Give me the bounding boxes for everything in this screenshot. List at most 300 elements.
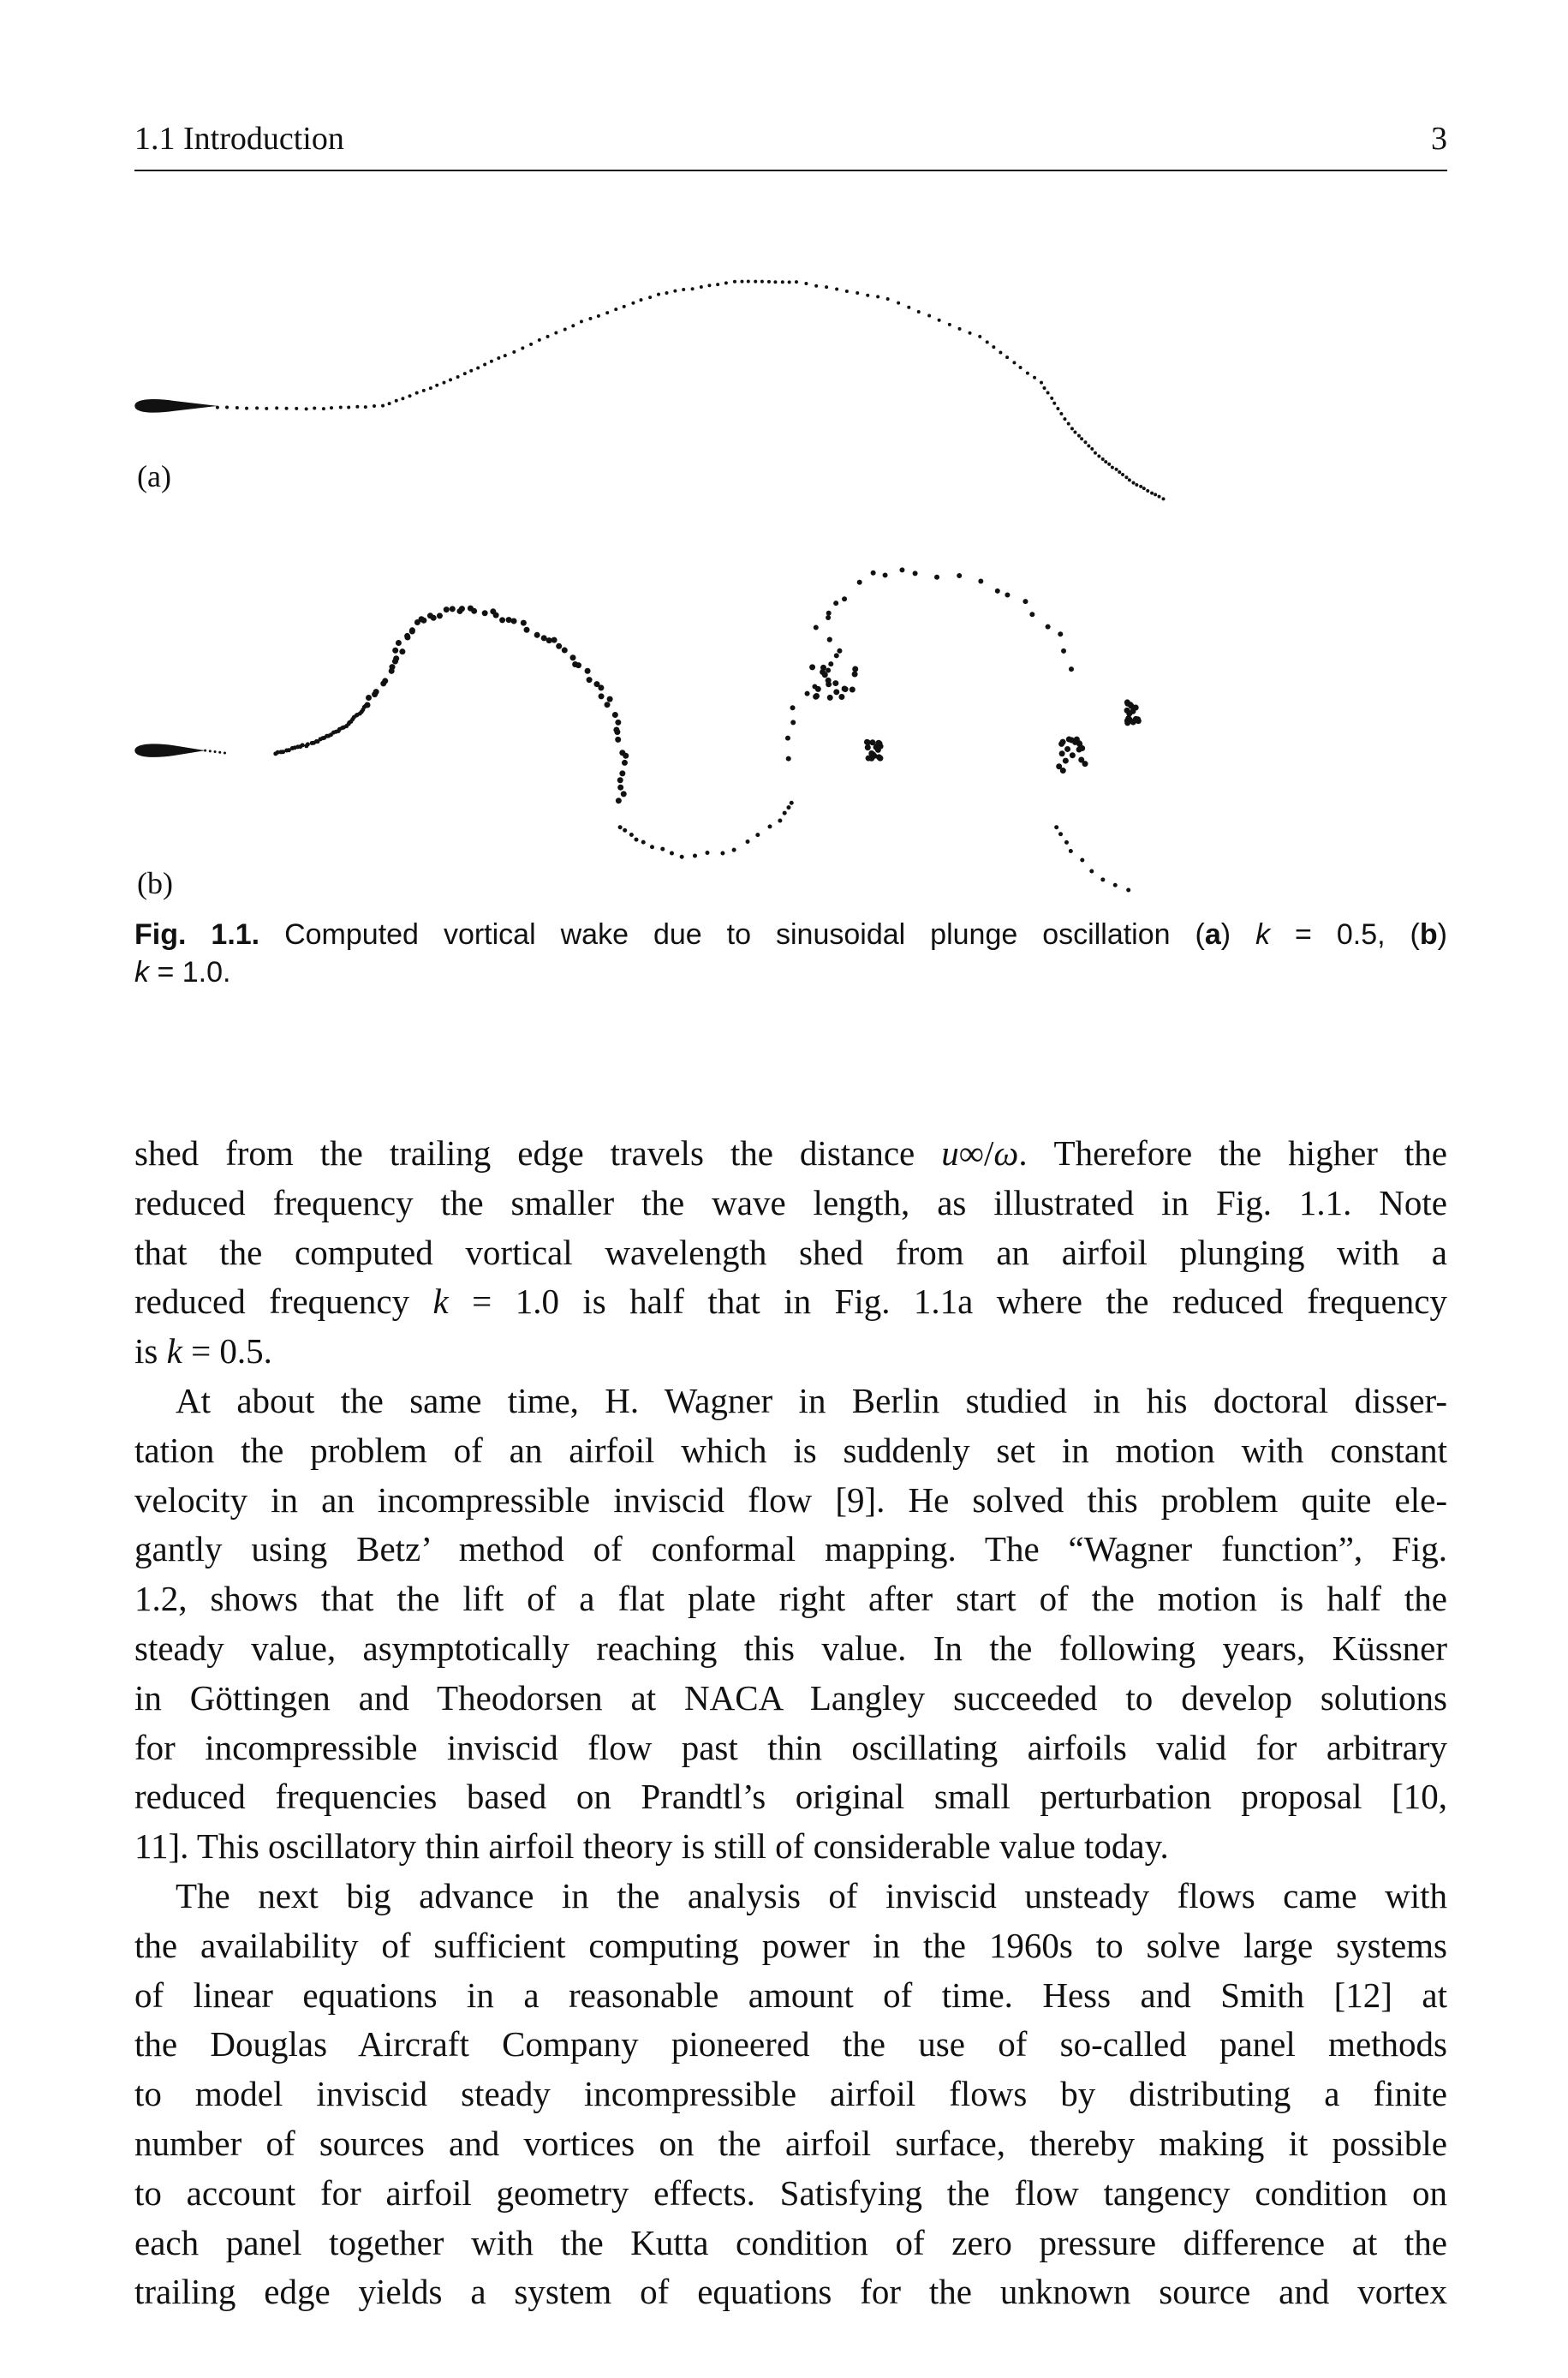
header-rule bbox=[134, 170, 1447, 171]
vortex-cluster bbox=[827, 695, 833, 701]
figure-caption-line-1 bbox=[134, 918, 1447, 952]
wake-vortex-b bbox=[883, 572, 888, 577]
panel-a-label: (a) bbox=[137, 459, 171, 493]
wake-vortex-b bbox=[833, 600, 838, 606]
figure-vortical-wake bbox=[0, 214, 1568, 917]
wake-vortex-b bbox=[957, 573, 962, 578]
wake-vortex-a bbox=[740, 280, 743, 284]
body-line bbox=[134, 1624, 1447, 1674]
wake-vortex-a bbox=[907, 306, 910, 309]
body-line bbox=[134, 1377, 1447, 1426]
wake-vortex-a bbox=[1087, 445, 1090, 448]
wake-vortex-b bbox=[785, 736, 790, 741]
wake-vortex-b bbox=[826, 615, 831, 620]
wake-vortex-a bbox=[1059, 412, 1063, 415]
body-line bbox=[134, 1674, 1447, 1724]
wake-vortex-a bbox=[1128, 478, 1131, 481]
wake-vortex-a bbox=[1050, 397, 1053, 400]
text-run: = 1.0. bbox=[149, 956, 231, 989]
body-line bbox=[134, 2267, 1447, 2317]
wake-vortex-b bbox=[995, 589, 1000, 594]
wake-vortex-a bbox=[554, 331, 557, 334]
wake-vortex-a bbox=[255, 406, 259, 409]
wake-vortex-b bbox=[1022, 599, 1028, 604]
text-run: The next big advance in the analysis of inviscid unsteady flows came with bbox=[176, 1875, 1447, 1915]
wake-vortex-a bbox=[1158, 495, 1161, 499]
text-run: number of sources and vortices on the airfoil surface, thereby making it possible bbox=[134, 2123, 1447, 2163]
wake-vortex-a bbox=[563, 327, 567, 331]
text-run: steady value, asymptotically reaching this value. In the following years, Küssner bbox=[134, 1628, 1447, 1668]
panel-b-label: (b) bbox=[137, 866, 173, 900]
wake-vortex-b bbox=[459, 606, 465, 612]
wake-vortex-a bbox=[429, 386, 432, 390]
wake-vortex-a bbox=[347, 405, 350, 409]
wake-vortex-a bbox=[395, 399, 398, 403]
wake-vortex-b bbox=[619, 770, 625, 776]
text-run: for incompressible inviscid flow past thin oscillating airfoils valid for arbitrary bbox=[134, 1727, 1447, 1767]
wake-vortex-a bbox=[435, 384, 438, 387]
vortex-cluster bbox=[838, 694, 844, 700]
wake-vortex-a bbox=[631, 302, 635, 305]
wake-vortex-b bbox=[1069, 666, 1074, 672]
text-run: gantly using Betz’ method of conformal mapping. The “Wagner function”, Fig. bbox=[134, 1529, 1447, 1569]
wake-vortex-a bbox=[1077, 434, 1081, 438]
text-run: velocity in an incompressible inviscid flow [9]. He solved this problem quite ele- bbox=[134, 1479, 1447, 1520]
wake-vortex-a bbox=[781, 280, 784, 284]
wake-vortex-b bbox=[471, 608, 477, 614]
wake-vortex-a bbox=[580, 320, 583, 323]
text-run: reduced frequencies based on Prandtl’s original small perturbation proposal [10, bbox=[134, 1777, 1447, 1817]
vortex-cluster bbox=[852, 672, 858, 678]
body-line bbox=[134, 1327, 1447, 1377]
wake-vortex-a bbox=[449, 378, 452, 381]
vortex-cluster bbox=[875, 740, 881, 746]
wake-vortex-a bbox=[442, 381, 445, 385]
wake-vortex-a bbox=[521, 346, 524, 350]
body-line bbox=[134, 2119, 1447, 2169]
text-run: = 0.5. bbox=[182, 1331, 272, 1371]
wake-vortex-a bbox=[700, 285, 703, 289]
wake-vortex-a bbox=[1046, 391, 1050, 394]
wake-vortex-a bbox=[1115, 468, 1118, 471]
wake-vortex-b bbox=[783, 811, 787, 816]
wake-vortex-b bbox=[599, 693, 605, 699]
wake-vortex-b bbox=[224, 751, 226, 754]
wake-vortex-a bbox=[1135, 483, 1138, 487]
wake-vortex-a bbox=[1063, 417, 1066, 421]
wake-vortex-b bbox=[306, 742, 310, 746]
body-line bbox=[134, 2020, 1447, 2070]
body-line bbox=[134, 1228, 1447, 1278]
vortex-cluster bbox=[1072, 739, 1078, 745]
text-run: ) bbox=[1437, 918, 1447, 951]
wake-vortex-b bbox=[660, 847, 665, 851]
wake-vortex-a bbox=[546, 335, 550, 338]
text-run: ∞ bbox=[958, 1133, 984, 1173]
wake-vortex-a bbox=[1005, 356, 1009, 359]
vortex-cluster bbox=[1134, 716, 1140, 722]
wake-vortex-a bbox=[415, 391, 419, 395]
wake-vortex-b bbox=[1126, 887, 1130, 892]
text-run: the Douglas Aircraft Company pioneered the use of so-called panel methods bbox=[134, 2024, 1447, 2064]
wake-vortex-b bbox=[365, 702, 371, 708]
wake-vortex-b bbox=[1100, 877, 1105, 881]
body-line bbox=[134, 1724, 1447, 1773]
wake-vortex-a bbox=[1146, 489, 1149, 493]
figure-caption-label: Fig. 1.1. bbox=[134, 918, 260, 951]
wake-vortex-a bbox=[216, 406, 219, 409]
body-line bbox=[134, 1822, 1447, 1872]
wake-vortex-a bbox=[1052, 402, 1056, 405]
wake-vortex-b bbox=[826, 667, 831, 672]
wake-vortex-b bbox=[615, 737, 621, 743]
wake-vortex-a bbox=[1154, 493, 1157, 496]
wake-vortex-b bbox=[1080, 857, 1084, 862]
wake-vortex-b bbox=[218, 751, 221, 754]
wake-vortex-a bbox=[408, 394, 412, 397]
wake-vortex-a bbox=[512, 350, 516, 354]
wake-vortex-b bbox=[570, 654, 576, 660]
text-run: At about the same time, H. Wagner in Berlin studied in his doctoral disser- bbox=[176, 1380, 1447, 1420]
text-run: 11]. This oscillatory thin airfoil theory is still of considerable value today. bbox=[134, 1826, 1169, 1867]
wake-vortex-a bbox=[1012, 361, 1016, 364]
wake-vortex-a bbox=[225, 406, 229, 409]
vortex-cluster bbox=[1125, 715, 1131, 721]
wake-vortex-b bbox=[871, 571, 876, 576]
body-line bbox=[134, 1129, 1447, 1179]
wake-vortex-b bbox=[396, 640, 402, 646]
wake-vortex-b bbox=[827, 637, 832, 642]
vortex-cluster bbox=[1124, 708, 1130, 714]
wake-vortex-b bbox=[720, 851, 724, 855]
wake-vortex-a bbox=[497, 356, 500, 360]
wake-vortex-b bbox=[617, 777, 623, 783]
wake-vortex-a bbox=[760, 280, 764, 284]
wake-vortex-b bbox=[622, 760, 628, 766]
wake-vortex-a bbox=[754, 280, 757, 284]
wake-vortex-a bbox=[986, 340, 989, 344]
wake-vortex-b bbox=[214, 750, 217, 753]
wake-vortex-b bbox=[551, 637, 557, 643]
wake-vortex-b bbox=[541, 635, 547, 641]
wake-vortex-a bbox=[691, 287, 695, 290]
airfoil-a bbox=[134, 399, 218, 413]
body-line bbox=[134, 1921, 1447, 1971]
wake-vortex-b bbox=[778, 819, 782, 823]
wake-vortex-b bbox=[767, 824, 772, 828]
vortex-cluster bbox=[864, 739, 870, 745]
wake-vortex-a bbox=[917, 310, 921, 314]
body-line bbox=[134, 1426, 1447, 1476]
wake-vortex-b bbox=[373, 689, 379, 695]
wake-vortex-b bbox=[575, 662, 581, 668]
wake-vortex-b bbox=[746, 839, 750, 844]
wake-vortex-b bbox=[650, 845, 654, 849]
wake-vortex-b bbox=[828, 661, 833, 666]
wake-vortex-b bbox=[437, 612, 443, 618]
wake-vortex-a bbox=[866, 294, 869, 297]
vortex-cluster bbox=[1082, 761, 1088, 767]
wake-vortex-a bbox=[483, 362, 486, 366]
wake-vortex-b bbox=[1064, 840, 1069, 845]
vortex-cluster bbox=[1070, 752, 1076, 758]
wake-vortex-a bbox=[529, 343, 533, 346]
wake-vortex-b bbox=[1089, 869, 1094, 874]
wake-vortex-a bbox=[401, 397, 404, 400]
vortex-cluster bbox=[1063, 758, 1069, 764]
body-line bbox=[134, 1971, 1447, 2021]
text-run: in Göttingen and Theodorsen at NACA Langley succeeded to develop solutions bbox=[134, 1677, 1447, 1718]
text-run: a bbox=[1204, 918, 1221, 951]
wake-vortex-a bbox=[1162, 497, 1166, 500]
airfoil-b bbox=[134, 744, 205, 757]
wake-vortex-b bbox=[623, 828, 627, 833]
page-number: 3 bbox=[1431, 121, 1447, 157]
wake-vortex-a bbox=[665, 291, 669, 295]
text-run: k bbox=[166, 1331, 182, 1371]
text-run: tation the problem of an airfoil which is suddenly set in motion with constant bbox=[134, 1430, 1447, 1470]
wake-vortex-a bbox=[373, 404, 376, 408]
figure-caption-line-2 bbox=[134, 956, 1447, 989]
wake-vortex-a bbox=[245, 407, 248, 410]
wake-vortex-a bbox=[1043, 386, 1046, 390]
wake-vortex-b bbox=[1061, 648, 1066, 654]
wake-vortex-a bbox=[1056, 407, 1059, 410]
wake-vortex-a bbox=[788, 280, 791, 284]
wake-vortex-b bbox=[614, 729, 620, 735]
text-run: u bbox=[941, 1133, 959, 1173]
wake-vortex-a bbox=[1107, 463, 1111, 466]
vortex-cluster bbox=[869, 739, 875, 745]
wake-vortex-b bbox=[393, 655, 399, 661]
wake-vortex-b bbox=[499, 617, 505, 623]
text-run: . Therefore the higher the bbox=[1018, 1133, 1447, 1173]
wake-vortex-a bbox=[364, 405, 367, 409]
wake-vortex-b bbox=[978, 578, 983, 583]
wake-vortex-a bbox=[330, 406, 333, 409]
wake-vortex-a bbox=[999, 351, 1002, 355]
wake-vortex-a bbox=[1118, 470, 1121, 474]
body-line bbox=[134, 2219, 1447, 2268]
wake-vortex-a bbox=[538, 338, 541, 342]
wake-vortex-a bbox=[476, 366, 480, 369]
wake-vortex-b bbox=[392, 648, 398, 654]
vortex-cluster bbox=[809, 664, 815, 670]
wake-vortex-b bbox=[209, 750, 212, 752]
wake-vortex-b bbox=[837, 648, 842, 654]
text-run: of linear equations in a reasonable amount of time. Hess and Smith [12] at bbox=[134, 1975, 1447, 2015]
wake-vortex-a bbox=[1111, 466, 1114, 469]
text-run: reduced frequency the smaller the wave length, as illustrated in Fig. 1.1. Note bbox=[134, 1182, 1447, 1222]
wake-vortex-a bbox=[1040, 381, 1043, 385]
vortex-cluster bbox=[815, 686, 821, 692]
wake-vortex-b bbox=[617, 785, 623, 791]
wake-vortex-b bbox=[562, 648, 568, 654]
text-run: shed from the trailing edge travels the distance bbox=[134, 1133, 942, 1173]
text-run: the availability of sufficient computing power in the 1960s to solve large systems bbox=[134, 1925, 1447, 1965]
wake-vortex-b bbox=[521, 620, 527, 626]
wake-vortex-a bbox=[716, 283, 719, 286]
wake-vortex-b bbox=[857, 580, 862, 585]
body-line bbox=[134, 1872, 1447, 1921]
wake-vortex-a bbox=[1067, 422, 1070, 426]
wake-vortex-a bbox=[876, 295, 879, 298]
text-run: to account for airfoil geometry effects. Satisfying the flow tangency condition on bbox=[134, 2172, 1447, 2213]
wake-vortex-b bbox=[587, 677, 593, 683]
wake-vortex-b bbox=[366, 695, 372, 701]
wake-vortex-a bbox=[1124, 475, 1128, 479]
body-line bbox=[134, 1772, 1447, 1822]
text-run: b bbox=[1419, 918, 1438, 951]
wake-vortex-b bbox=[390, 664, 396, 670]
wake-vortex-a bbox=[463, 372, 467, 375]
wake-vortex-b bbox=[621, 791, 627, 797]
vortex-cluster bbox=[1060, 768, 1066, 774]
vortex-cluster bbox=[877, 756, 883, 762]
wake-vortex-a bbox=[355, 405, 359, 409]
wake-vortex-a bbox=[235, 406, 239, 409]
wake-vortex-b bbox=[899, 567, 904, 572]
wake-vortex-a bbox=[1080, 437, 1083, 440]
wake-vortex-b bbox=[585, 668, 591, 674]
wake-vortex-b bbox=[842, 596, 847, 601]
wake-vortex-a bbox=[724, 281, 728, 284]
wake-vortex-b bbox=[786, 756, 791, 762]
wake-vortex-a bbox=[381, 404, 385, 408]
wake-vortex-a bbox=[657, 293, 660, 296]
wake-vortex-b bbox=[534, 632, 540, 638]
wake-vortex-a bbox=[1073, 431, 1076, 434]
wake-vortex-b bbox=[444, 606, 450, 612]
text-run: / bbox=[983, 1133, 994, 1173]
wake-vortex-a bbox=[773, 280, 777, 284]
wake-vortex-b bbox=[1058, 631, 1063, 636]
wake-vortex-b bbox=[814, 625, 819, 630]
body-line bbox=[134, 1277, 1447, 1327]
vortex-cluster bbox=[832, 680, 838, 686]
wake-vortex-b bbox=[482, 610, 488, 616]
body-line bbox=[134, 1476, 1447, 1526]
text-run: 1.2, shows that the lift of a flat plate right after start of the motion is half the bbox=[134, 1579, 1447, 1619]
wake-vortex-a bbox=[605, 311, 609, 314]
wake-vortex-b bbox=[834, 653, 839, 658]
wake-vortex-a bbox=[1132, 481, 1136, 485]
wake-vortex-a bbox=[1097, 454, 1100, 457]
wake-vortex-b bbox=[755, 833, 760, 837]
wake-vortex-a bbox=[1083, 440, 1087, 444]
wake-vortex-b bbox=[1058, 832, 1063, 836]
wake-vortex-b bbox=[732, 848, 736, 852]
wake-vortex-a bbox=[767, 280, 771, 284]
text-run: each panel together with the Kutta condition of zero pressure difference at the bbox=[134, 2222, 1447, 2262]
wake-vortex-a bbox=[992, 345, 995, 349]
wake-vortex-b bbox=[612, 712, 618, 718]
running-header-section: 1.1 Introduction bbox=[134, 121, 344, 157]
wake-vortex-b bbox=[1069, 849, 1073, 853]
wake-vortex-b bbox=[409, 628, 415, 634]
wake-vortex-a bbox=[886, 297, 890, 301]
wake-vortex-a bbox=[814, 284, 818, 288]
wake-vortex-b bbox=[524, 627, 530, 633]
wake-vortex-a bbox=[707, 284, 711, 287]
wake-vortex-a bbox=[825, 285, 828, 289]
wake-vortex-a bbox=[339, 405, 343, 409]
wake-vortex-b bbox=[1029, 612, 1034, 617]
wake-vortex-b bbox=[790, 801, 794, 805]
wake-vortex-b bbox=[605, 702, 611, 708]
wake-vortex-a bbox=[795, 280, 798, 284]
wake-vortex-b bbox=[641, 840, 646, 845]
wake-vortex-a bbox=[639, 298, 642, 302]
body-text bbox=[134, 1129, 1447, 2317]
wake-vortex-b bbox=[420, 618, 426, 624]
wake-vortex-a bbox=[682, 288, 685, 291]
vortex-cluster bbox=[1060, 739, 1066, 745]
wake-vortex-a bbox=[948, 323, 951, 326]
body-line bbox=[134, 1525, 1447, 1574]
wake-vortex-a bbox=[265, 407, 268, 410]
wake-vortex-b bbox=[450, 606, 456, 612]
wake-vortex-a bbox=[305, 407, 308, 410]
wake-vortex-a bbox=[1121, 473, 1124, 476]
vortex-cluster bbox=[868, 750, 874, 756]
wake-vortex-b bbox=[301, 743, 305, 747]
wake-vortex-a bbox=[927, 314, 931, 317]
wake-vortex-a bbox=[422, 389, 426, 392]
wake-vortex-b bbox=[623, 753, 629, 759]
wake-vortex-a bbox=[1070, 427, 1074, 430]
wake-vortex-a bbox=[388, 402, 391, 405]
wake-vortex-a bbox=[623, 305, 626, 308]
wake-vortex-a bbox=[1033, 376, 1036, 379]
text-run: is bbox=[134, 1331, 167, 1371]
wake-vortex-a bbox=[588, 317, 592, 320]
text-run: = 0.5, ( bbox=[1270, 918, 1420, 951]
wake-vortex-b bbox=[607, 696, 613, 702]
wake-vortex-a bbox=[295, 407, 298, 410]
wake-vortex-b bbox=[786, 805, 790, 810]
wake-vortex-a bbox=[1150, 492, 1154, 495]
wake-vortex-b bbox=[404, 633, 410, 639]
body-line bbox=[134, 2070, 1447, 2119]
vortex-cluster bbox=[852, 666, 858, 672]
vortex-cluster bbox=[865, 744, 871, 750]
text-run: ) bbox=[1220, 918, 1256, 951]
text-run: k bbox=[1255, 918, 1271, 951]
vortex-cluster bbox=[813, 694, 819, 700]
wake-vortex-b bbox=[382, 678, 388, 684]
wake-vortex-a bbox=[469, 369, 473, 373]
wake-vortex-b bbox=[618, 825, 623, 829]
wake-vortex-a bbox=[490, 360, 493, 363]
vortex-cluster bbox=[850, 686, 856, 692]
wake-vortex-a bbox=[571, 324, 575, 327]
wake-vortex-b bbox=[826, 611, 832, 616]
vortex-cluster bbox=[822, 672, 828, 678]
wake-vortex-b bbox=[399, 648, 405, 654]
wake-vortex-a bbox=[1142, 487, 1146, 490]
vortex-cluster bbox=[1079, 745, 1085, 751]
wake-vortex-b bbox=[511, 618, 517, 624]
vortex-cluster bbox=[1064, 746, 1070, 752]
wake-vortex-b bbox=[670, 851, 674, 856]
wake-vortex-a bbox=[614, 308, 617, 311]
wake-vortex-a bbox=[322, 407, 325, 410]
vortex-cluster bbox=[843, 686, 849, 692]
vortex-cluster bbox=[833, 689, 839, 695]
wake-vortex-a bbox=[969, 332, 972, 335]
wake-vortex-a bbox=[978, 335, 981, 338]
